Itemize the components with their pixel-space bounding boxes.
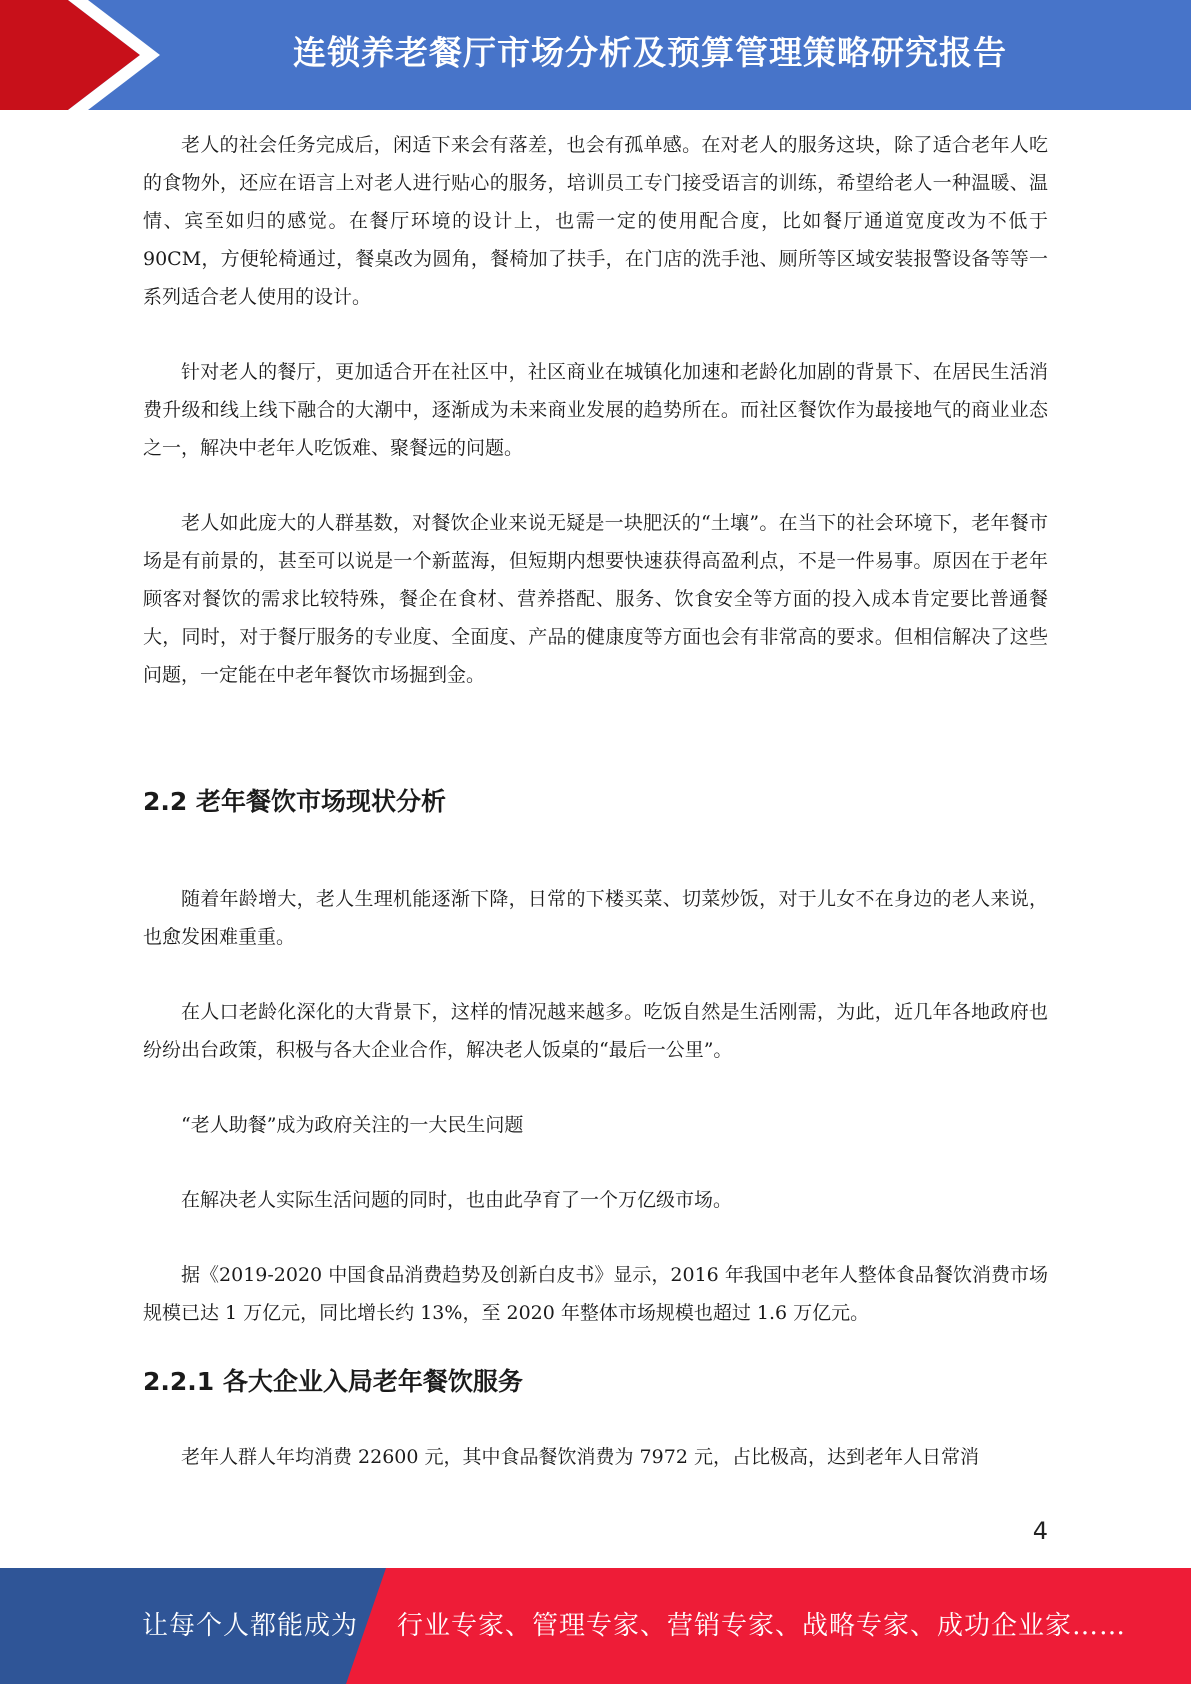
section-heading: 2.2 老年餐饮市场现状分析 <box>143 787 446 816</box>
report-title: 连锁养老餐厅市场分析及预算管理策略研究报告 <box>293 33 1007 72</box>
page-number: 4 <box>1032 1517 1048 1545</box>
page-header <box>0 0 1191 110</box>
footer-slogan-right: 行业专家、管理专家、营销专家、战略专家、成功企业家…… <box>397 1611 1127 1641</box>
subsection-heading: 2.2.1 各大企业入局老年餐饮服务 <box>143 1367 523 1396</box>
footer-slogan-left: 让每个人都能成为 <box>142 1611 359 1641</box>
paragraph: 在解决老人实际生活问题的同时，也由此孕育了一个万亿级市场。 <box>181 1189 733 1211</box>
paragraph: 随着年龄增大，老人生理机能逐渐下降，日常的下楼买菜、切菜炒饭，对于儿女不在身边的老人来说，也愈发困难重重。 <box>143 888 1048 948</box>
paragraph: 老年人群人年均消费 22600 元，其中食品餐饮消费为 7972 元，占比极高，达到老年人日常消 <box>181 1446 979 1468</box>
header-arrow-decoration <box>0 0 160 110</box>
paragraph: 老人如此庞大的人群基数，对餐饮企业来说无疑是一块肥沃的“土壤”。在当下的社会环境下，老年餐市场是有前景的，甚至可以说是一个新蓝海，但短期内想要快速获得高盈利点，不是一件易事。原因在于老年顾客对餐饮的需求比较特殊，餐企在食材、营养搭配、服务、饮食安全等方面的投入成本肯定要比普通餐大，同时，对于餐厅服务的专业度、全面度、产品的健康度等方面也会有非常高的要求。但相信解决了这些问题，一定能在中老年餐饮市场掘到金。 <box>143 512 1048 686</box>
paragraph: 针对老人的餐厅，更加适合开在社区中，社区商业在城镇化加速和老龄化加剧的背景下、在居民生活消费升级和线上线下融合的大潮中，逐渐成为未来商业发展的趋势所在。而社区餐饮作为最接地气的商业业态之一，解决中老年人吃饭难、聚餐远的问题。 <box>143 361 1048 459</box>
paragraph: 据《2019-2020 中国食品消费趋势及创新白皮书》显示，2016 年我国中老年人整体食品餐饮消费市场规模已达 1 万亿元，同比增长约 13%，至 2020 年整体市场规模也超过 1.6 万亿元。 <box>143 1264 1048 1324</box>
page-footer <box>0 1568 1191 1684</box>
page-body <box>143 126 1048 1476</box>
paragraph: 老人的社会任务完成后，闲适下来会有落差，也会有孤单感。在对老人的服务这块，除了适合老年人吃的食物外，还应在语言上对老人进行贴心的服务，培训员工专门接受语言的训练，希望给老人一种温暖、温情、宾至如归的感觉。在餐厅环境的设计上，也需一定的使用配合度，比如餐厅通道宽度改为不低于 90CM，方便轮椅通过，餐桌改为圆角，餐椅加了扶手，在门店的洗手池、厕所等区域安装报警设备等等一系列适合老人使用的设计。 <box>143 134 1048 308</box>
paragraph: “老人助餐”成为政府关注的一大民生问题 <box>181 1114 524 1136</box>
paragraph: 在人口老龄化深化的大背景下，这样的情况越来越多。吃饭自然是生活刚需，为此，近几年各地政府也纷纷出台政策，积极与各大企业合作，解决老人饭桌的“最后一公里”。 <box>143 1001 1048 1061</box>
